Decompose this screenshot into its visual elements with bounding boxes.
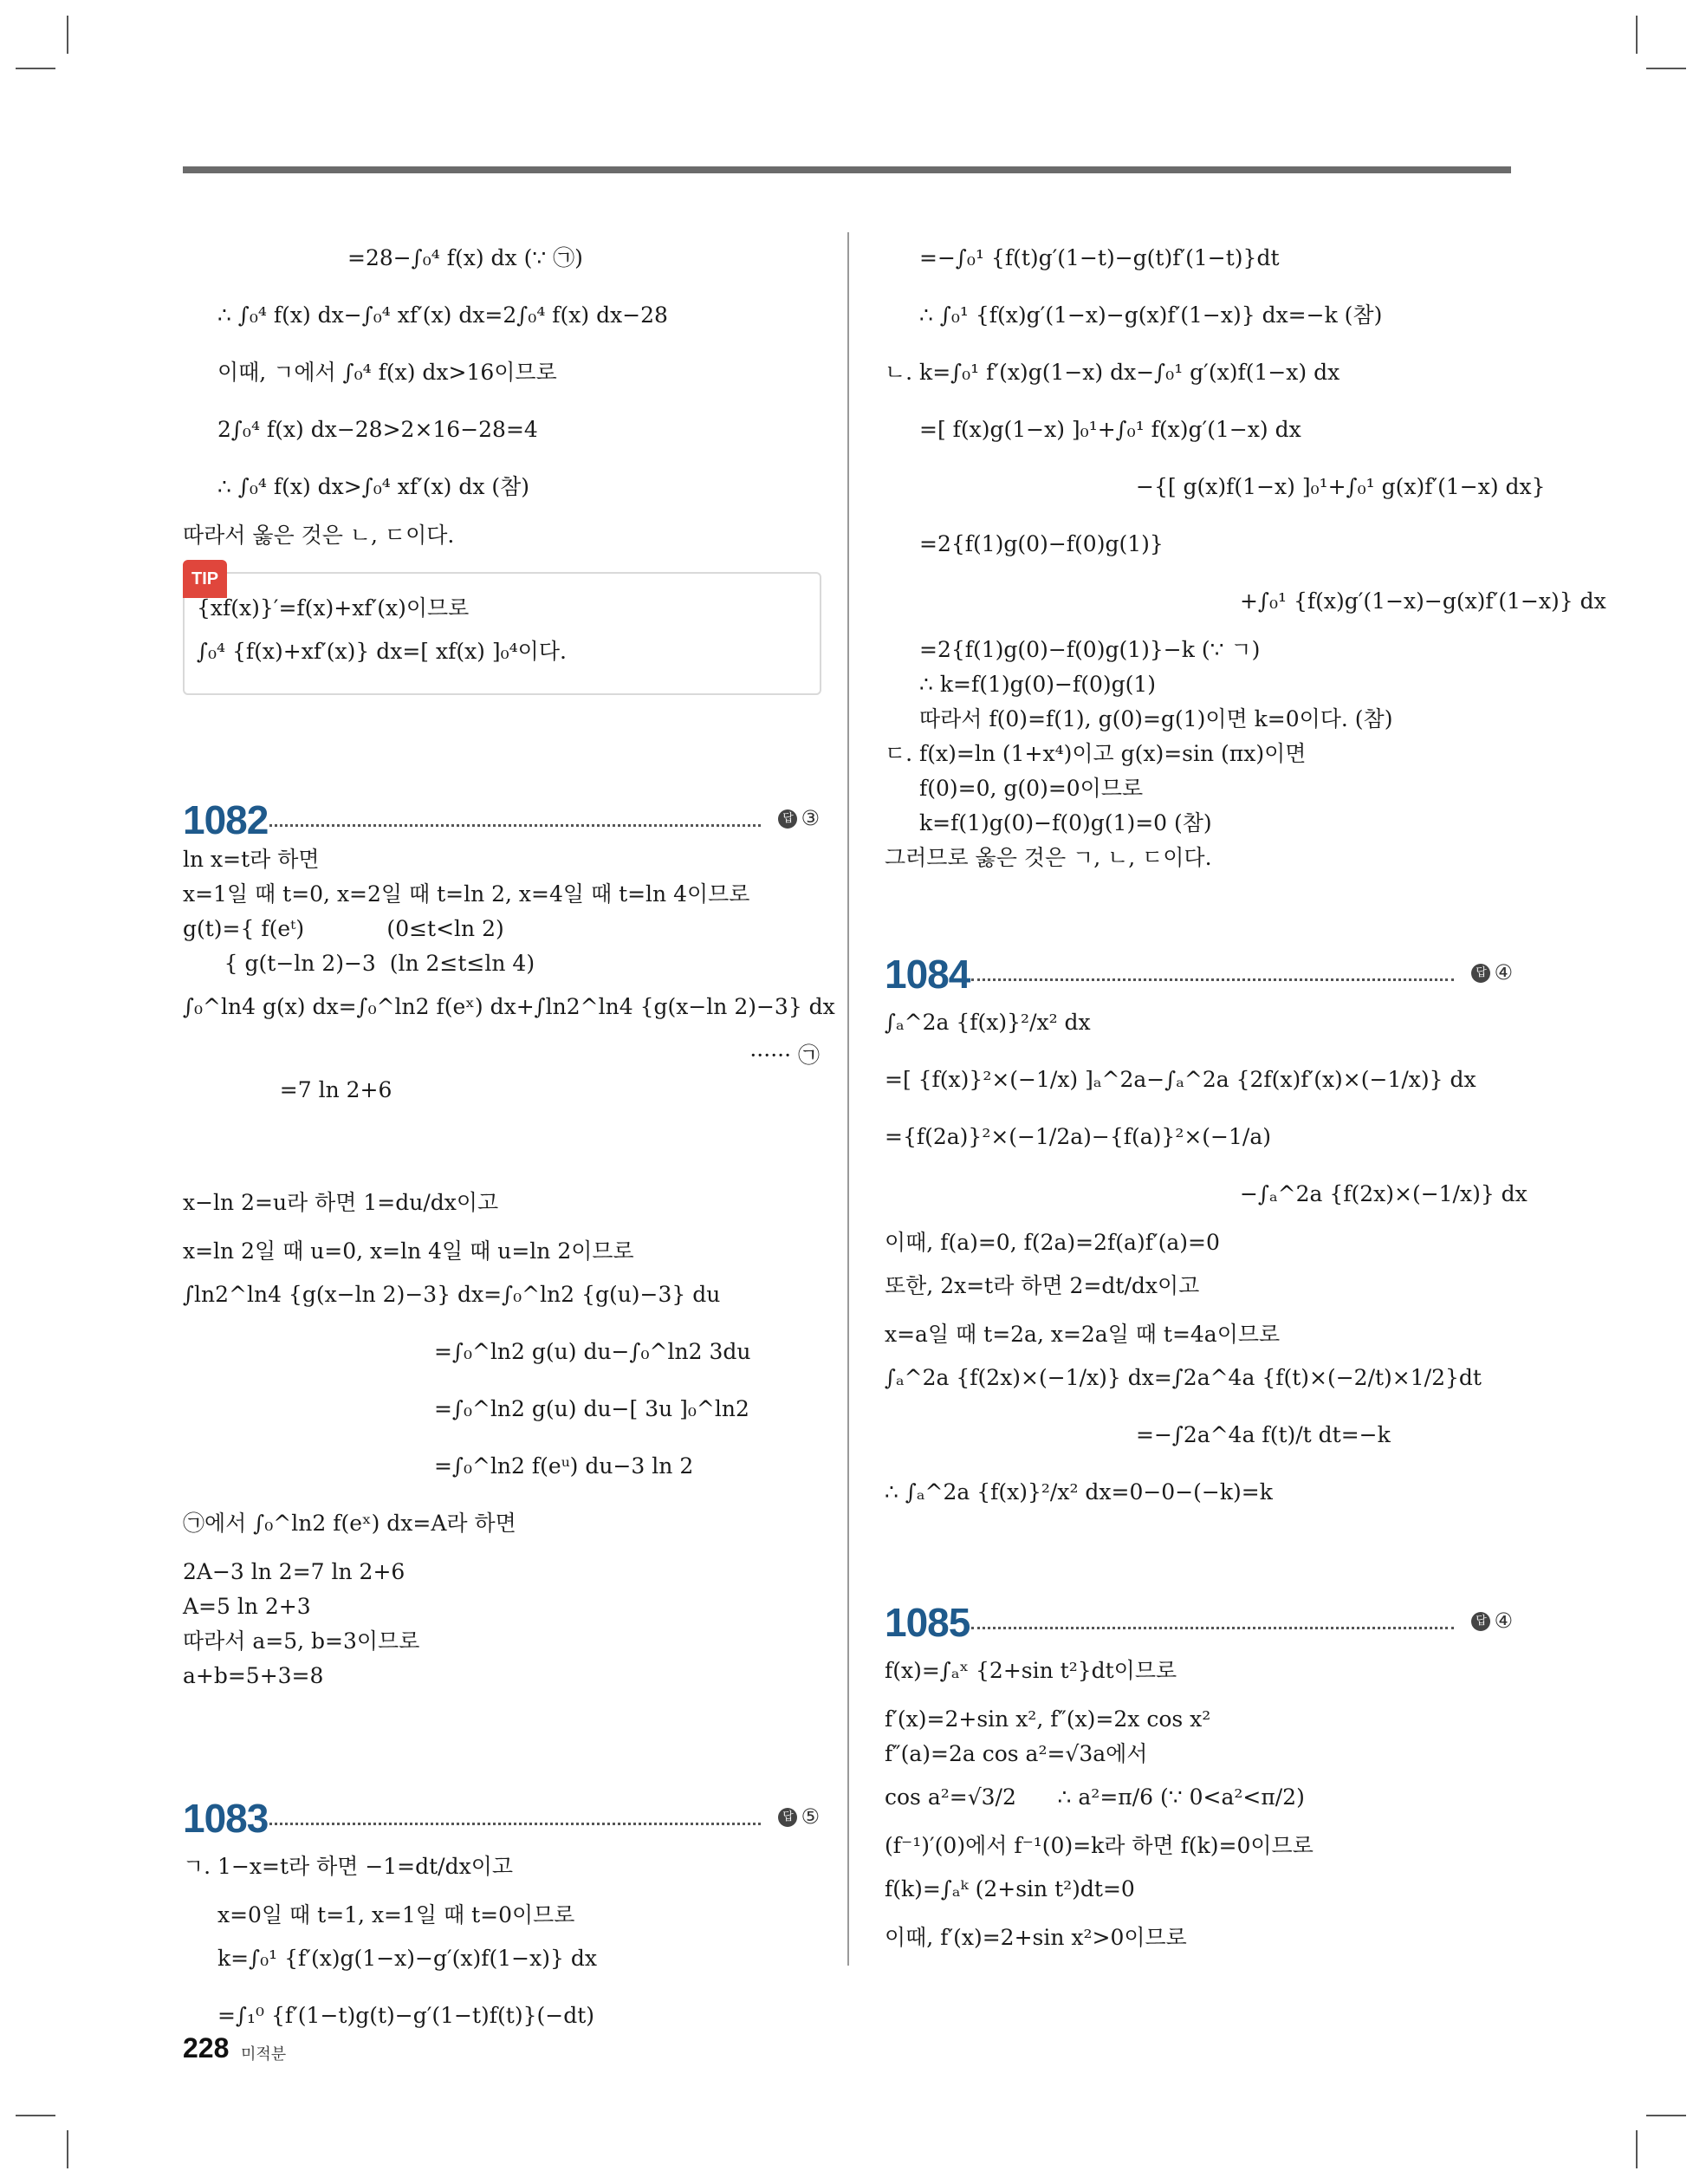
text-line: 따라서 a=5, b=3이므로 <box>183 1628 420 1654</box>
math-line: ∴ ∫₀⁴ f(x) dx>∫₀⁴ xf′(x) dx (참) <box>217 474 530 499</box>
math-line: f(k)=∫ₐᵏ (2+sin t²)dt=0 <box>885 1876 1135 1901</box>
math-line: (f⁻¹)′(0)에서 f⁻¹(0)=k라 하면 f(k)=0이므로 <box>885 1833 1314 1858</box>
problem-number: 1084 <box>885 952 970 997</box>
problem-number: 1085 <box>885 1600 970 1645</box>
crop-mark <box>1646 68 1686 69</box>
text-line: x=a일 때 t=2a, x=2a일 때 t=4a이므로 <box>885 1322 1281 1347</box>
math-line: =∫₀^ln2 g(u) du−∫₀^ln2 3du <box>434 1339 751 1364</box>
math-line: f(0)=0, g(0)=0이므로 <box>919 776 1144 801</box>
math-line: −{[ g(x)f(1−x) ]₀¹+∫₀¹ g(x)f′(1−x) dx} <box>1136 474 1546 499</box>
math-line: =[ {f(x)}²×(−1/x) ]ₐ^2a−∫ₐ^2a {2f(x)f′(x)×(−1/x)} dx <box>885 1067 1476 1092</box>
text-line: x=0일 때 t=1, x=1일 때 t=0이므로 <box>217 1902 575 1927</box>
answer-value: ④ <box>1494 1609 1513 1633</box>
text-line: x=1일 때 t=0, x=2일 때 t=ln 2, x=4일 때 t=ln 4이므로 <box>183 881 750 907</box>
math-line: { g(t−ln 2)−3 (ln 2≤t≤ln 4) <box>183 951 535 976</box>
answer-value: ⑤ <box>801 1804 820 1829</box>
crop-mark <box>1636 2130 1638 2168</box>
math-line: =28−∫₀⁴ f(x) dx (∵ ㉠) <box>347 245 583 270</box>
math-line: f(x)=∫ₐˣ {2+sin t²}dt이므로 <box>885 1658 1177 1683</box>
answer-badge-icon: 답 <box>778 1808 797 1827</box>
answer-value: ③ <box>801 806 820 830</box>
math-text: =7 ln 2+6 <box>279 1077 392 1102</box>
answer-value: ④ <box>1494 960 1513 985</box>
math-line <box>183 1038 820 1177</box>
tip-label: TIP <box>183 560 227 598</box>
crop-mark <box>16 2115 55 2116</box>
math-line: ∴ ∫₀⁴ f(x) dx−∫₀⁴ xf′(x) dx=2∫₀⁴ f(x) dx−28 <box>217 302 668 328</box>
math-line: cos a²=√3/2 ∴ a²=π/6 (∵ 0<a²<π/2) <box>885 1784 1305 1810</box>
math-line: a+b=5+3=8 <box>183 1663 324 1688</box>
math-line: ∴ ∫ₐ^2a {f(x)}²/x² dx=0−0−(−k)=k <box>885 1479 1273 1505</box>
math-line: 2A−3 ln 2=7 ln 2+6 <box>183 1559 405 1584</box>
tip-line: ∫₀⁴ {f(x)+xf′(x)} dx=[ xf(x) ]₀⁴이다. <box>197 639 567 664</box>
section-header-1083 <box>183 1771 820 1841</box>
math-line: ={f(2a)}²×(−1/2a)−{f(a)}²×(−1/a) <box>885 1124 1271 1149</box>
header-rule <box>183 166 1511 173</box>
page-number: 228 <box>183 2032 230 2064</box>
right-column <box>885 232 1606 1955</box>
page-subject-label: 미적분 <box>241 2045 287 2064</box>
math-line: ㄴ. k=∫₀¹ f′(x)g(1−x) dx−∫₀¹ g′(x)f(1−x) dx <box>885 360 1340 385</box>
math-line: =∫₁⁰ {f′(1−t)g(t)−g′(1−t)f(t)}(−dt) <box>217 2003 595 2028</box>
equation-tag: ······ ㉠ <box>749 1043 820 1068</box>
answer-label <box>1471 1603 1513 1638</box>
dotted-leader <box>269 824 761 827</box>
math-line: ∫ₐ^2a {f(2x)×(−1/x)} dx=∫2a^4a {f(t)×(−2/t)×1/2}dt <box>885 1365 1482 1390</box>
answer-badge-icon: 답 <box>1471 1612 1490 1631</box>
section-header-1082 <box>183 773 820 842</box>
answer-label <box>778 1799 820 1834</box>
math-line: 이때, f′(x)=2+sin x²>0이므로 <box>885 1925 1187 1950</box>
math-line: ∫ln2^ln4 {g(x−ln 2)−3} dx=∫₀^ln2 {g(u)−3} du <box>183 1282 721 1307</box>
math-line: ㉠에서 ∫₀^ln2 f(eˣ) dx=A라 하면 <box>183 1511 516 1536</box>
math-line: =−∫₀¹ {f(t)g′(1−t)−g(t)f′(1−t)}dt <box>919 245 1280 270</box>
section-header-1084 <box>885 927 1513 997</box>
spacer <box>183 695 820 773</box>
math-line: =2{f(1)g(0)−f(0)g(1)}−k (∵ ㄱ) <box>919 637 1261 662</box>
section-header-1085 <box>885 1576 1513 1645</box>
math-line: −∫ₐ^2a {f(2x)×(−1/x)} dx <box>1240 1181 1528 1206</box>
math-line: k=f(1)g(0)−f(0)g(1)=0 (참) <box>919 810 1212 835</box>
math-line: =−∫2a^4a f(t)/t dt=−k <box>1136 1422 1391 1447</box>
math-line: 또한, 2x=t라 하면 2=dt/dx이고 <box>885 1273 1200 1298</box>
math-line: =2{f(1)g(0)−f(0)g(1)} <box>919 531 1164 556</box>
spacer <box>885 1524 1513 1576</box>
crop-mark <box>67 2130 68 2168</box>
answer-badge-icon: 답 <box>778 809 797 829</box>
text-line: 따라서 f(0)=f(1), g(0)=g(1)이면 k=0이다. (참) <box>919 706 1393 731</box>
tip-box <box>183 569 821 695</box>
dotted-leader <box>269 1823 761 1825</box>
spacer <box>183 1693 820 1771</box>
crop-mark <box>1636 16 1638 54</box>
answer-badge-icon: 답 <box>1471 964 1490 983</box>
text-line: 그러므로 옳은 것은 ㄱ, ㄴ, ㄷ이다. <box>885 845 1212 870</box>
math-line: ∴ k=f(1)g(0)−f(0)g(1) <box>919 672 1157 697</box>
math-line: g(t)={ f(eᵗ) (0≤t<ln 2) <box>183 916 504 941</box>
math-line: ∫ₐ^2a {f(x)}²/x² dx <box>885 1010 1091 1035</box>
text-line: 따라서 옳은 것은 ㄴ, ㄷ이다. <box>183 523 455 548</box>
tip-line: {xf(x)}′=f(x)+xf′(x)이므로 <box>197 595 470 621</box>
crop-mark <box>1646 2115 1686 2116</box>
math-line: ∴ ∫₀¹ {f(x)g′(1−x)−g(x)f′(1−x)} dx=−k (참) <box>919 302 1383 328</box>
math-line: ∫₀^ln4 g(x) dx=∫₀^ln2 f(eˣ) dx+∫ln2^ln4 {g(x−ln 2)−3} dx <box>183 994 835 1019</box>
crop-mark <box>16 68 55 69</box>
spacer <box>885 875 1513 927</box>
math-line: 2∫₀⁴ f(x) dx−28>2×16−28=4 <box>217 417 538 442</box>
math-line: =∫₀^ln2 g(u) du−[ 3u ]₀^ln2 <box>434 1396 749 1421</box>
answer-label <box>778 801 820 835</box>
dotted-leader <box>971 1627 1454 1629</box>
math-line: +∫₀¹ {f(x)g′(1−x)−g(x)f′(1−x)} dx <box>1240 588 1606 614</box>
problem-number: 1083 <box>183 1796 269 1841</box>
math-line: f″(a)=2a cos a²=√3a에서 <box>885 1741 1148 1766</box>
left-column <box>183 232 835 2047</box>
crop-mark <box>67 16 68 54</box>
math-line: 이때, ㄱ에서 ∫₀⁴ f(x) dx>16이므로 <box>217 360 557 385</box>
math-line: f′(x)=2+sin x², f″(x)=2x cos x² <box>885 1706 1211 1732</box>
problem-number: 1082 <box>183 797 269 842</box>
text-line: ln x=t라 하면 <box>183 847 320 872</box>
text-line: x=ln 2일 때 u=0, x=ln 4일 때 u=ln 2이므로 <box>183 1238 634 1264</box>
math-line: x−ln 2=u라 하면 1=du/dx이고 <box>183 1190 499 1215</box>
column-divider <box>847 232 849 1966</box>
math-line: k=∫₀¹ {f′(x)g(1−x)−g′(x)f(1−x)} dx <box>217 1946 597 1971</box>
answer-label <box>1471 955 1513 990</box>
math-line: ㄷ. f(x)=ln (1+x⁴)이고 g(x)=sin (πx)이면 <box>885 741 1307 766</box>
math-line: =∫₀^ln2 f(eᵘ) du−3 ln 2 <box>434 1453 694 1479</box>
math-line: A=5 ln 2+3 <box>183 1594 311 1619</box>
math-line: ㄱ. 1−x=t라 하면 −1=dt/dx이고 <box>183 1854 514 1879</box>
math-line: =[ f(x)g(1−x) ]₀¹+∫₀¹ f(x)g′(1−x) dx <box>919 417 1301 442</box>
math-line: 이때, f(a)=0, f(2a)=2f(a)f′(a)=0 <box>885 1230 1220 1255</box>
dotted-leader <box>971 978 1454 981</box>
